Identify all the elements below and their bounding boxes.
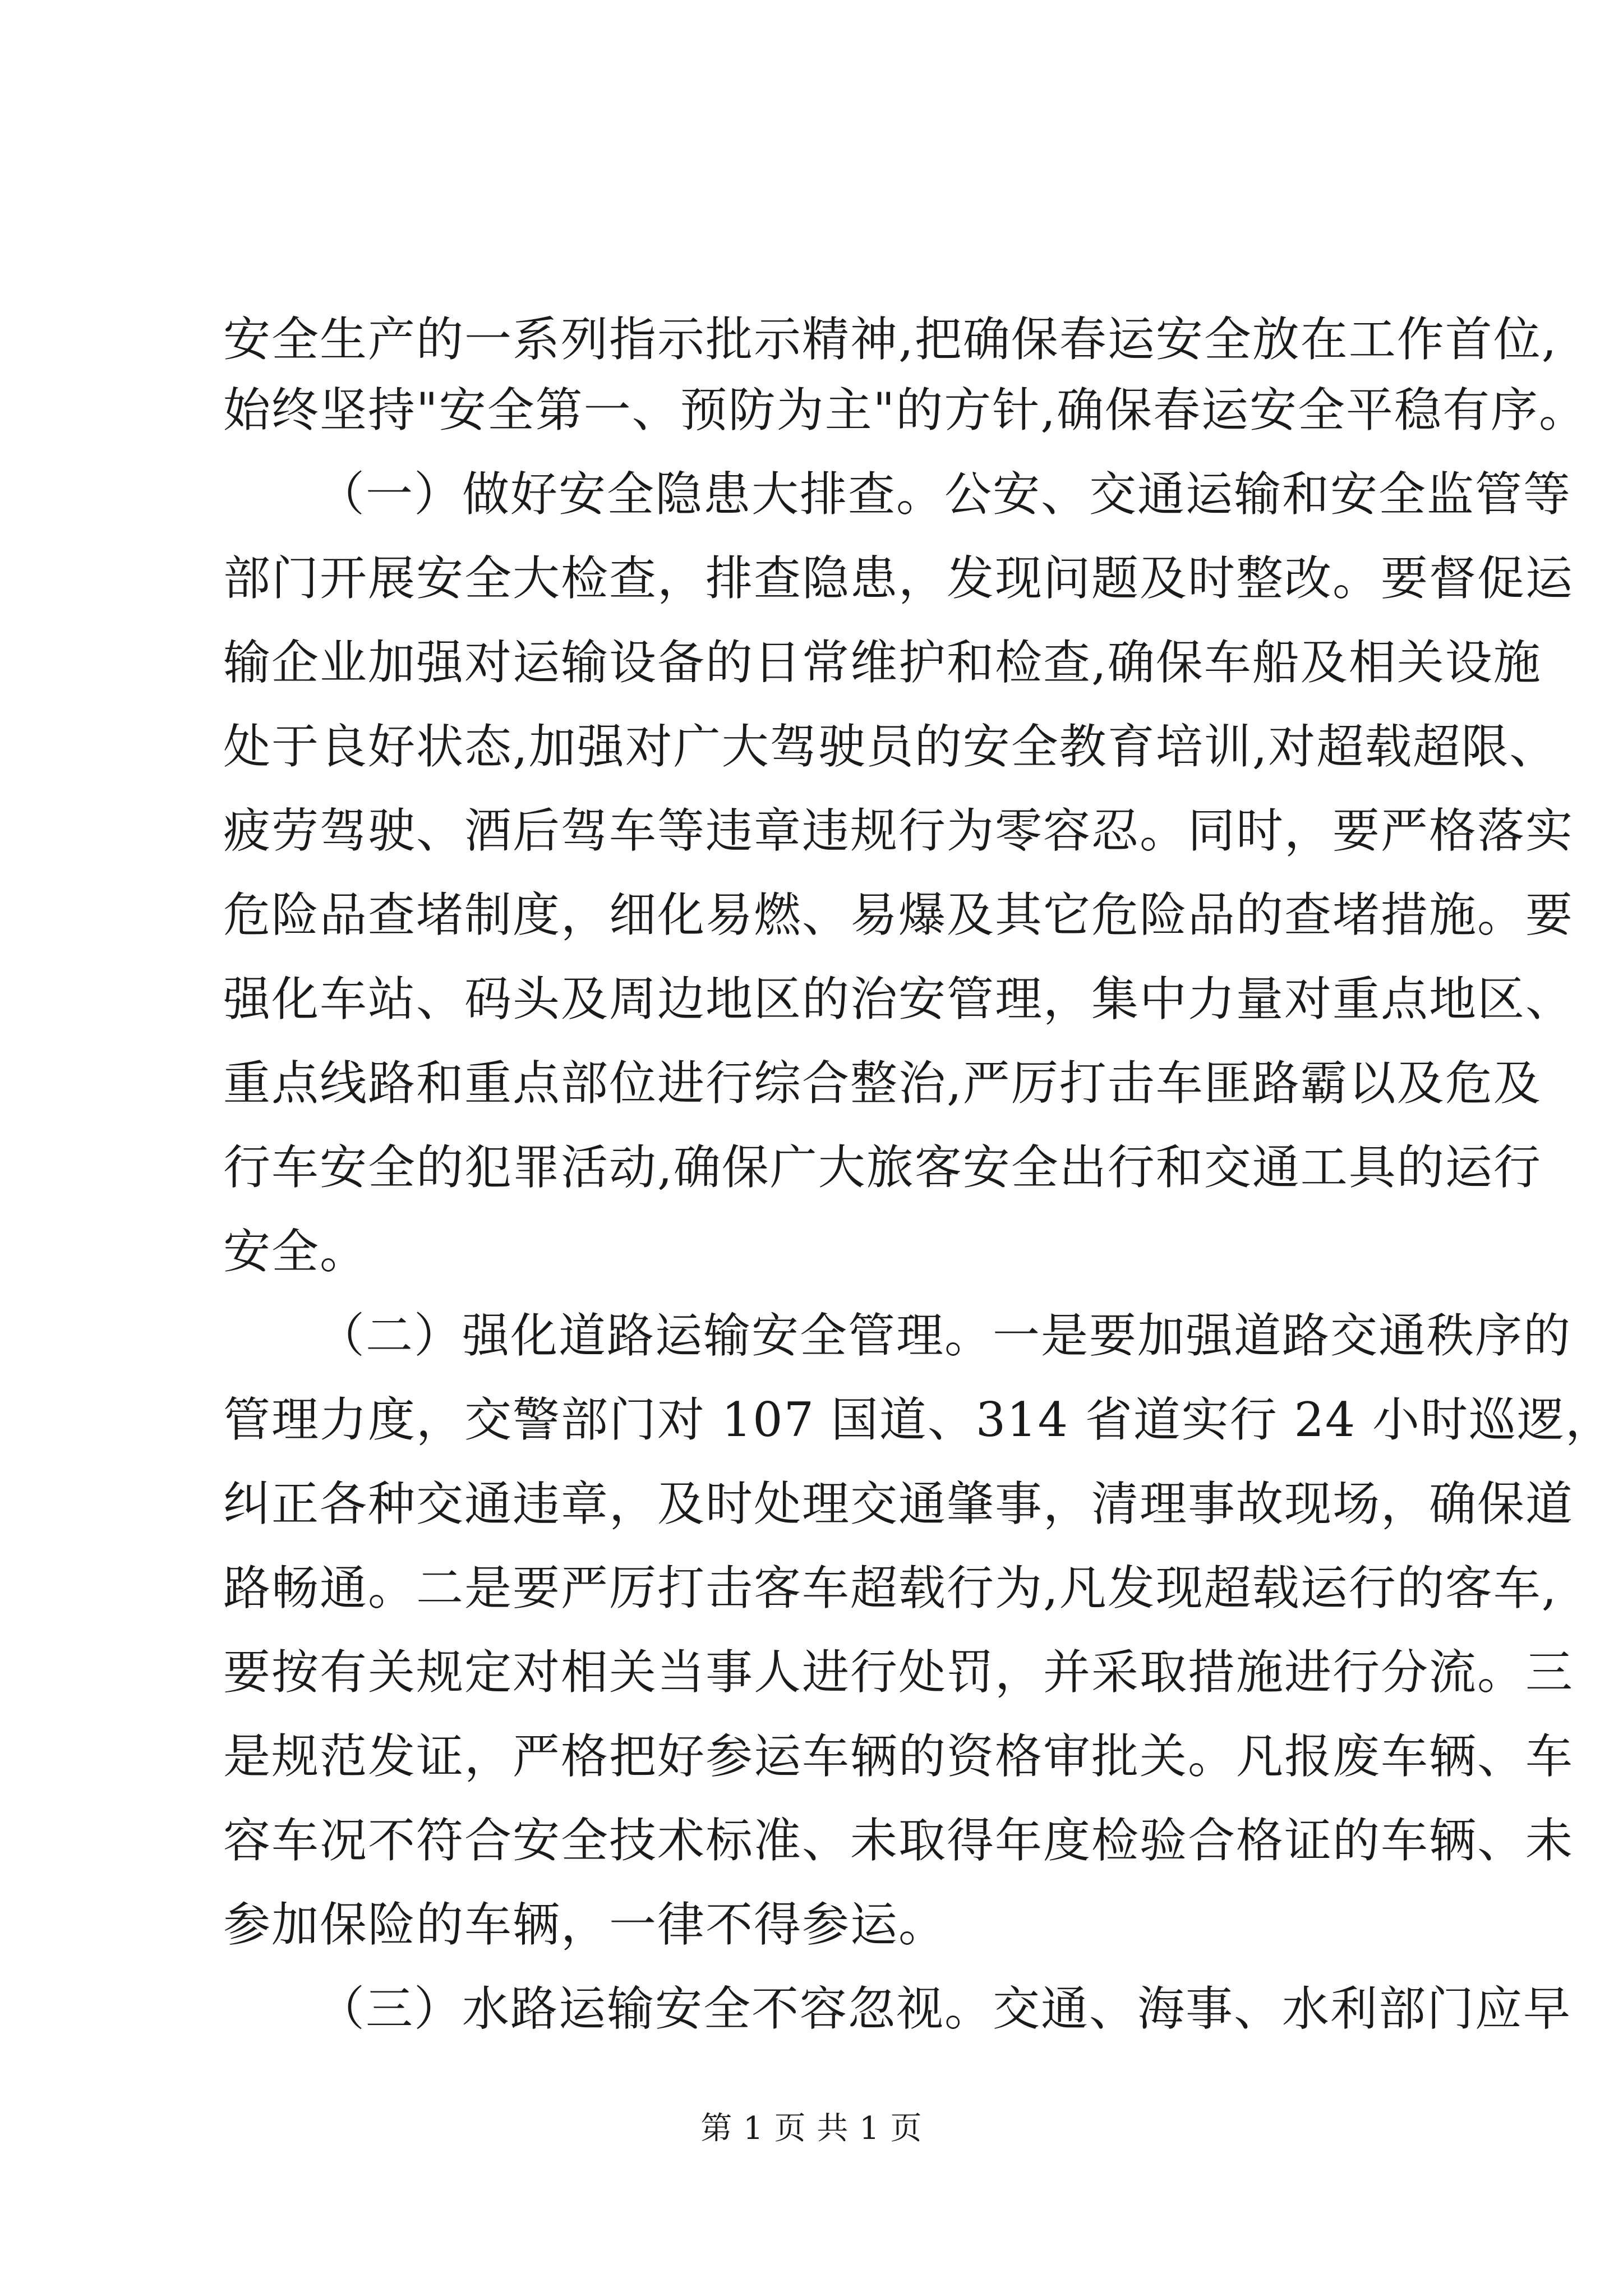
text-line: 路畅通。二是要严厉打击客车超载行为,凡发现超载运行的客车, bbox=[223, 1561, 1558, 1616]
text-line: 参加保险的车辆，一律不得参运。 bbox=[223, 1897, 947, 1952]
text-line: 部门开展安全大检查，排查隐患，发现问题及时整改。要督促运 bbox=[223, 551, 1574, 606]
text-line: 处于良好状态,加强对广大驾驶员的安全教育培训,对超载超限、 bbox=[223, 719, 1558, 774]
text-line: 始终坚持"安全第一、预防为主"的方针,确保春运安全平稳有序。 bbox=[223, 383, 1587, 438]
text-line: 行车安全的犯罪活动,确保广大旅客安全出行和交通工具的运行 bbox=[223, 1140, 1542, 1195]
text-line: 危险品查堵制度，细化易燃、易爆及其它危险品的查堵措施。要 bbox=[223, 887, 1574, 942]
text-line: 要按有关规定对相关当事人进行处罚，并采取措施进行分流。三 bbox=[223, 1645, 1574, 1700]
text-line: 疲劳驾驶、酒后驾车等违章违规行为零容忍。同时，要严格落实 bbox=[223, 803, 1574, 858]
text-line: 重点线路和重点部位进行综合整治,严厉打击车匪路霸以及危及 bbox=[223, 1056, 1542, 1111]
text-line: 安全。 bbox=[223, 1224, 368, 1279]
text-line: 安全生产的一系列指示批示精神,把确保春运安全放在工作首位, bbox=[223, 312, 1558, 367]
text-line: 容车况不符合安全技术标准、未取得年度检验合格证的车辆、未 bbox=[223, 1813, 1574, 1868]
text-line: 强化车站、码头及周边地区的治安管理，集中力量对重点地区、 bbox=[223, 972, 1574, 1027]
text-line: 是规范发证，严格把好参运车辆的资格审批关。凡报废车辆、车 bbox=[223, 1729, 1574, 1784]
text-line: （一）做好安全隐患大排查。公安、交通运输和安全监管等 bbox=[317, 467, 1572, 522]
text-line: 输企业加强对运输设备的日常维护和检查,确保车船及相关设施 bbox=[223, 635, 1542, 690]
text-line: （二）强化道路运输安全管理。一是要加强道路交通秩序的 bbox=[317, 1308, 1572, 1363]
text-line: （三）水路运输安全不容忽视。交通、海事、水利部门应早 bbox=[317, 1981, 1572, 2036]
text-line: 管理力度，交警部门对 107 国道、314 省道实行 24 小时巡逻， bbox=[223, 1392, 1614, 1447]
text-line: 纠正各种交通违章，及时处理交通肇事，清理事故现场，确保道 bbox=[223, 1476, 1574, 1531]
page-footer: 第 1 页 共 1 页 bbox=[700, 2110, 923, 2147]
